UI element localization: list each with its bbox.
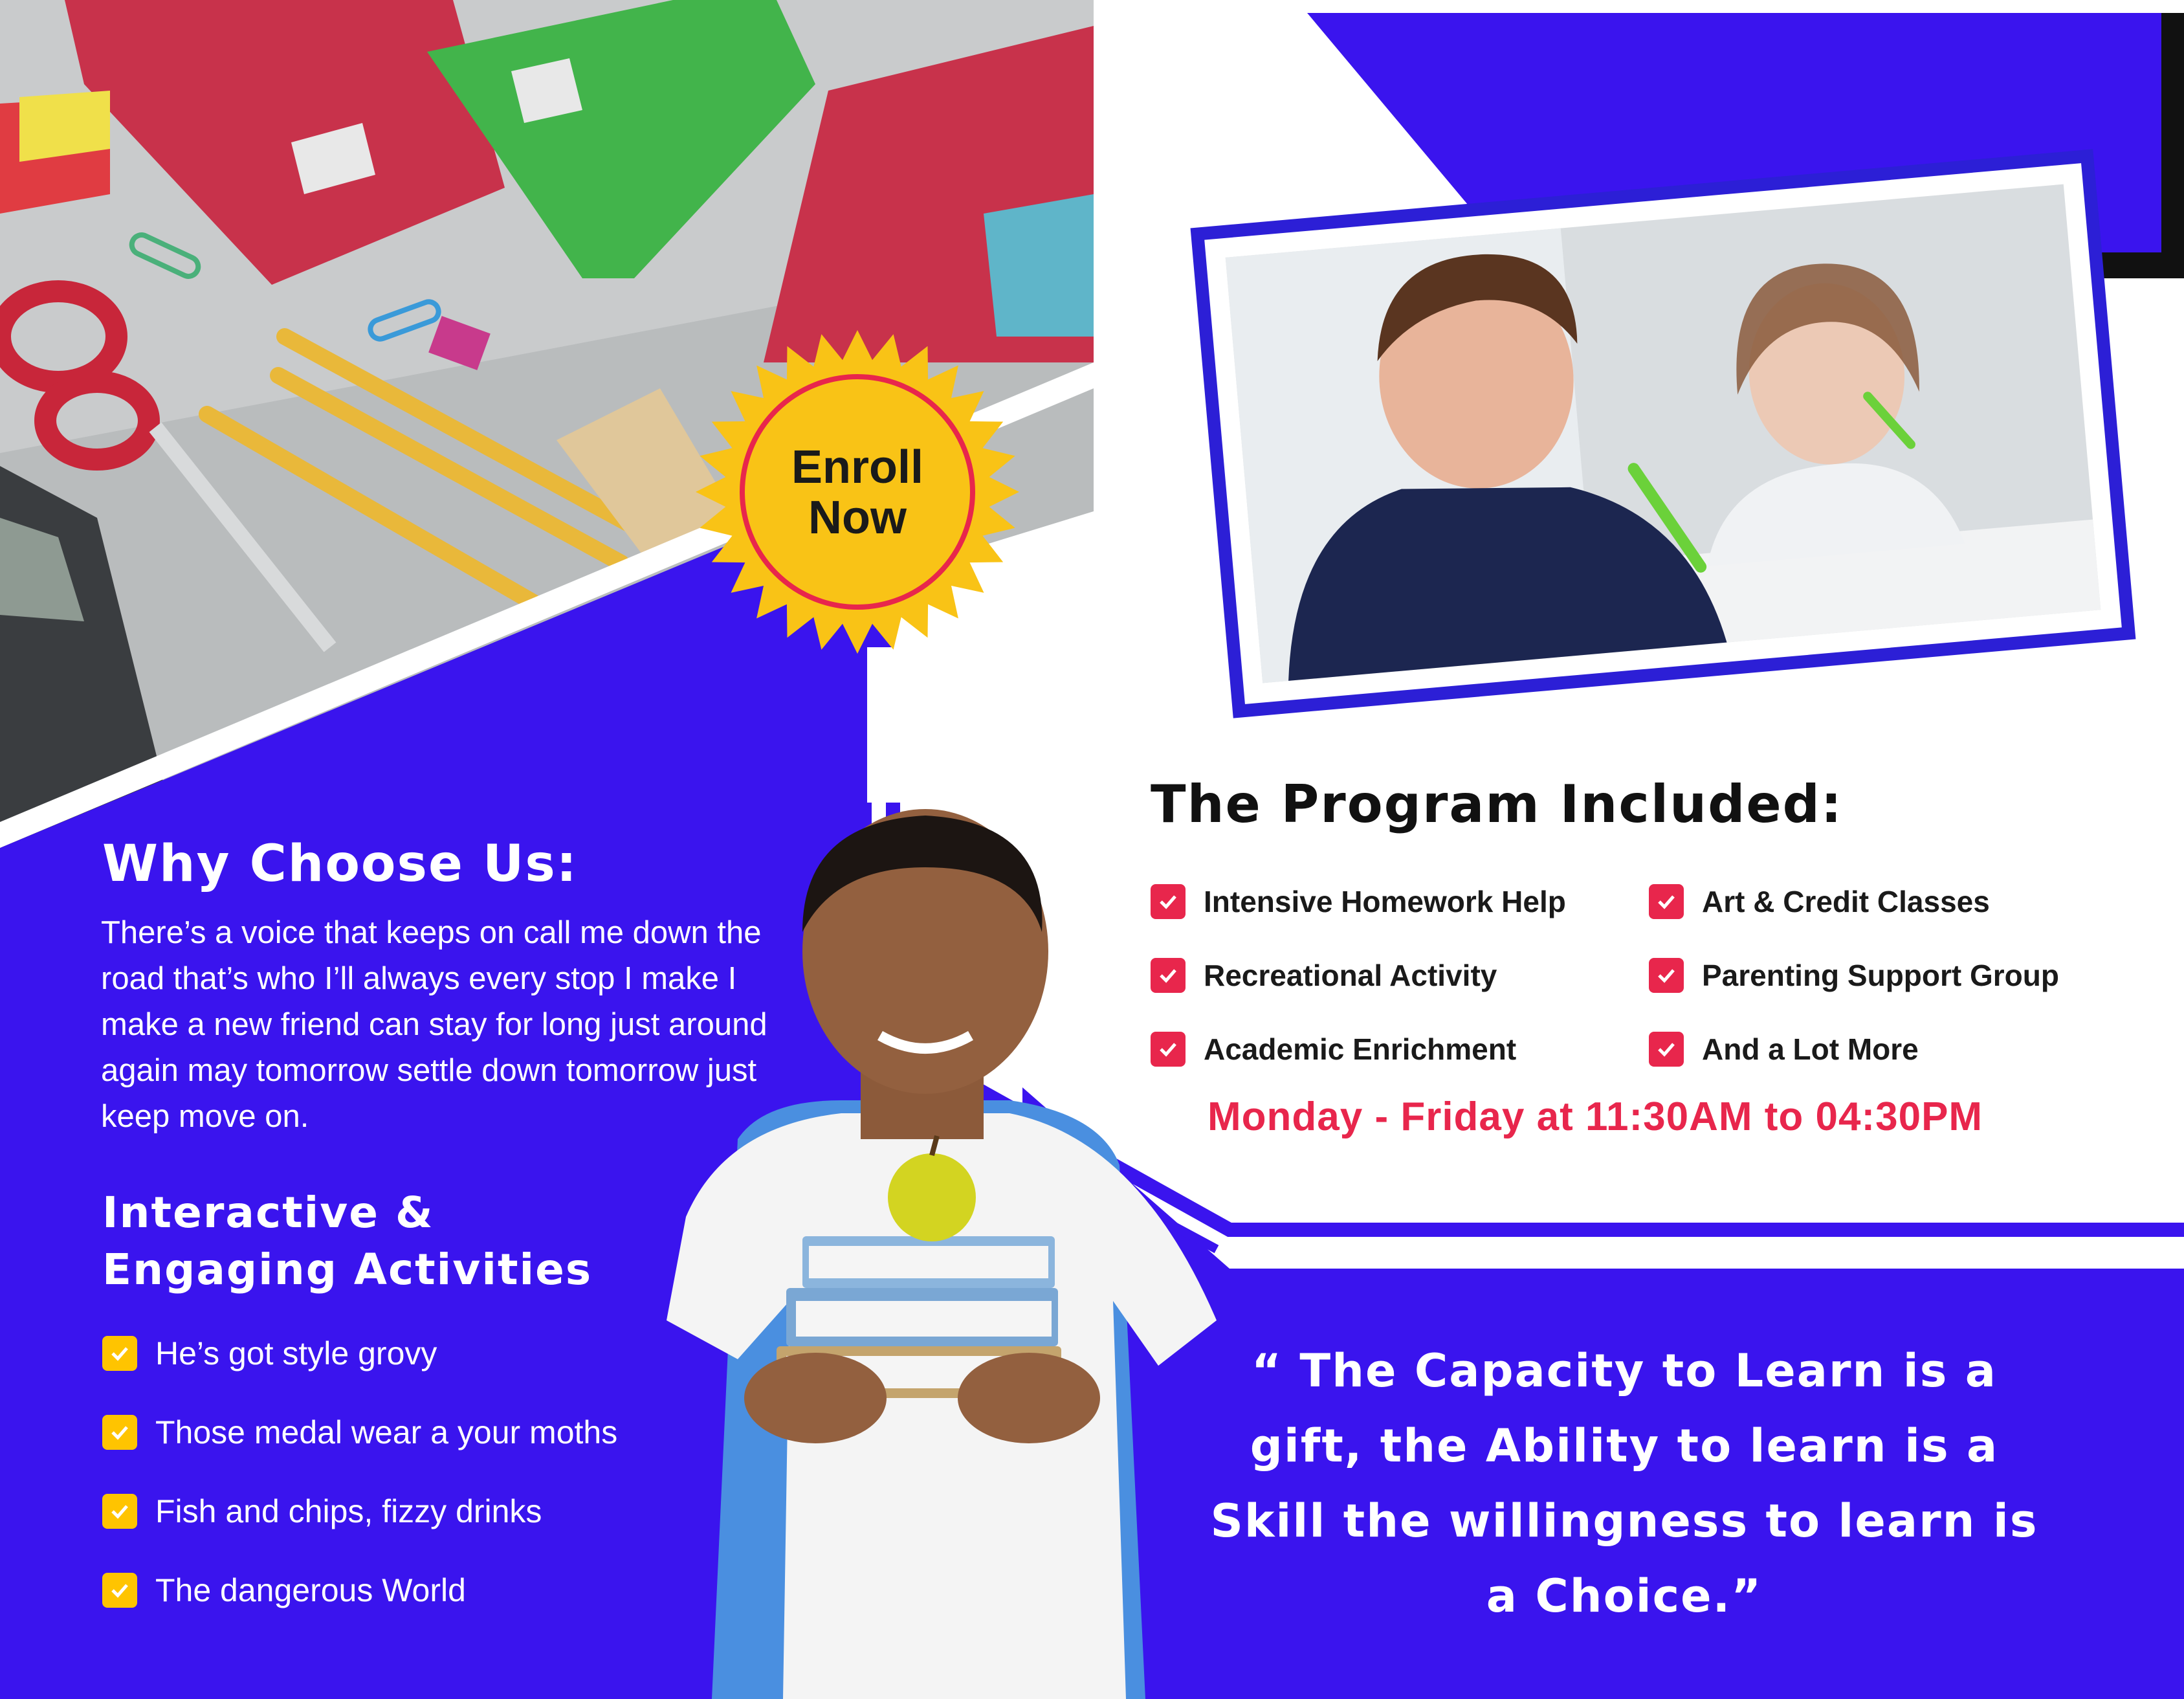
activities-list xyxy=(102,1314,685,1630)
list-item xyxy=(102,1393,685,1472)
quote-text: “ The Capacity to Learn is a gift, the Ability to learn is a Skill the willingness to learn is a Choice.” xyxy=(1210,1344,2038,1623)
program-item-label: Academic Enrichment xyxy=(1204,1032,1517,1066)
check-icon xyxy=(1649,884,1684,919)
check-icon xyxy=(102,1573,137,1608)
check-icon xyxy=(1151,1032,1186,1067)
activity-item-label: The dangerous World xyxy=(155,1572,466,1608)
activities-heading: Interactive & Engaging Activities xyxy=(102,1188,593,1294)
program-item-label: Recreational Activity xyxy=(1204,959,1497,992)
top-right-dark-edge xyxy=(2161,13,2184,265)
check-icon xyxy=(1151,884,1186,919)
why-choose-heading: Why Choose Us: xyxy=(102,835,578,893)
schedule-text: Monday - Friday at 11:30AM to 04:30PM xyxy=(1208,1094,1983,1139)
book-pages xyxy=(809,1246,1048,1278)
list-item xyxy=(102,1551,685,1630)
enroll-line-1: Enroll xyxy=(791,441,923,493)
list-item xyxy=(1151,865,1649,938)
list-item xyxy=(1649,865,2121,938)
apple xyxy=(888,1153,976,1241)
book-pages xyxy=(796,1301,1052,1337)
check-icon xyxy=(102,1415,137,1450)
program-item-label: Art & Credit Classes xyxy=(1702,885,1990,918)
check-icon xyxy=(1649,958,1684,993)
enroll-line-2: Now xyxy=(808,492,907,544)
activity-item-label: He’s got style grovy xyxy=(155,1335,437,1371)
enroll-now-button[interactable] xyxy=(764,442,951,543)
list-item xyxy=(1151,938,1649,1012)
divider-gap xyxy=(867,647,899,803)
list-item xyxy=(1649,938,2121,1012)
list-item xyxy=(1649,1012,2121,1086)
program-item-label: Intensive Homework Help xyxy=(1204,885,1566,918)
student-hand xyxy=(958,1353,1100,1443)
check-icon xyxy=(102,1494,137,1529)
classroom-photo-frame xyxy=(1191,149,2136,718)
program-item-label: Parenting Support Group xyxy=(1702,959,2059,992)
check-icon xyxy=(1151,958,1186,993)
check-icon xyxy=(1649,1032,1684,1067)
program-item-label: And a Lot More xyxy=(1702,1032,1919,1066)
program-list xyxy=(1151,865,2121,1086)
check-icon xyxy=(102,1336,137,1371)
list-item xyxy=(1151,1012,1649,1086)
activity-item-label: Fish and chips, fizzy drinks xyxy=(155,1493,542,1529)
blue-notebook xyxy=(984,194,1094,337)
program-heading: The Program Included: xyxy=(1151,774,1843,834)
student-hand xyxy=(744,1353,887,1443)
list-item xyxy=(102,1472,685,1551)
list-item xyxy=(102,1314,685,1393)
activity-item-label: Those medal wear a your moths xyxy=(155,1414,618,1450)
why-choose-body: There’s a voice that keeps on call me down the road that’s who I’ll always every stop I make I make a new friend can stay for long just around again may tomorrow settle down tomorrow just keep move on. xyxy=(101,915,767,1134)
